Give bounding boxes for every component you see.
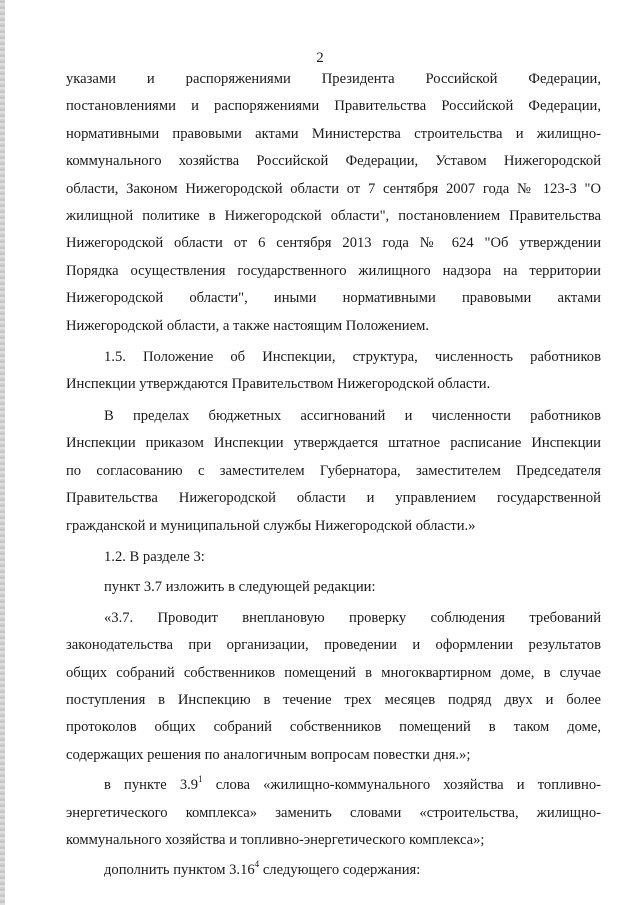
document-body [66, 66, 601, 885]
text-line: гражданской и муниципальной службы Нижегородской области.» [66, 517, 476, 534]
paragraph-item-3-7-intro [66, 574, 601, 601]
text-line: по согласованию с заместителем Губернатора, заместителем Председателя [66, 462, 601, 479]
text-line: пункт 3.7 изложить в следующей редакции: [104, 579, 376, 596]
text-line [66, 772, 601, 799]
text-line [66, 857, 601, 884]
text-line: нормативными правовыми актами Министерства строительства и жилищно- [66, 125, 601, 142]
superscript: 4 [254, 859, 260, 870]
text-fragment: в пункте 3.9 [104, 777, 199, 794]
text-line: Нижегородской области от 6 сентября 2013 года № 624 "Об утверждении [66, 235, 601, 252]
paragraph-staff-schedule [66, 403, 601, 540]
paragraph-item-3-16-4 [66, 857, 601, 884]
text-line: В пределах бюджетных ассигнований и численности работников [104, 407, 601, 424]
text-line: поступления в Инспекцию в течение трех месяцев подряд двух и более [66, 691, 601, 708]
text-line: энергетического комплекса» заменить словами «строительства, жилищно- [66, 804, 601, 821]
page-number: 2 [316, 50, 324, 66]
paragraph-1-5 [66, 344, 601, 399]
text-line: коммунального хозяйства Российской Федерации, Уставом Нижегородской [66, 153, 601, 170]
superscript: 1 [198, 774, 203, 785]
scan-edge [0, 0, 5, 905]
text-line: протоколов общих собраний собственников помещений в таком доме, [66, 719, 601, 736]
text-line: Правительства Нижегородской области и управлением государственной [66, 490, 601, 507]
text-line: указами и распоряжениями Президента Российской Федерации, [66, 71, 601, 87]
paragraph-legal-basis [66, 66, 601, 340]
paragraph-item-3-9-1 [66, 772, 601, 854]
text-line: Инспекции приказом Инспекции утверждается штатное расписание Инспекции [66, 435, 601, 452]
text-line: 1.5. Положение об Инспекции, структура, численность работников [104, 349, 601, 366]
text-line: постановлениями и распоряжениями Правительства Российской Федерации, [66, 98, 601, 115]
paragraph-item-3-7-text [66, 605, 601, 769]
text-line: 1.2. В разделе 3: [104, 548, 205, 565]
text-line: Порядка осуществления государственного жилищного надзора на территории [66, 262, 601, 279]
text-line: Инспекции утверждаются Правительством Нижегородской области. [66, 376, 491, 393]
text-line: Нижегородской области, а также настоящим Положением. [66, 317, 429, 334]
text-line: «3.7. Проводит внеплановую проверку соблюдения требований [104, 609, 601, 626]
text-line: области, Законом Нижегородской области от 7 сентября 2007 года № 123-З "О [66, 180, 601, 197]
text-fragment: слова «жилищно-коммунального хозяйства и топливно- [202, 777, 601, 794]
text-line: жилищной политике в Нижегородской области", постановлением Правительства [66, 208, 601, 225]
text-line: законодательства при организации, проведении и оформлении результатов [66, 637, 601, 654]
text-line: коммунального хозяйства и топливно-энергетического комплекса»; [66, 831, 485, 848]
text-line: содержащих решения по аналогичным вопросам повестки дня.»; [66, 746, 471, 763]
paragraph-1-2 [66, 544, 601, 571]
text-fragment: дополнить пунктом 3.16 [104, 862, 255, 879]
text-line: Нижегородской области", иными нормативными правовыми актами [66, 290, 601, 307]
text-fragment: следующего содержания: [259, 862, 421, 879]
text-line: общих собраний собственников помещений в многоквартирном доме, в случае [66, 664, 601, 681]
